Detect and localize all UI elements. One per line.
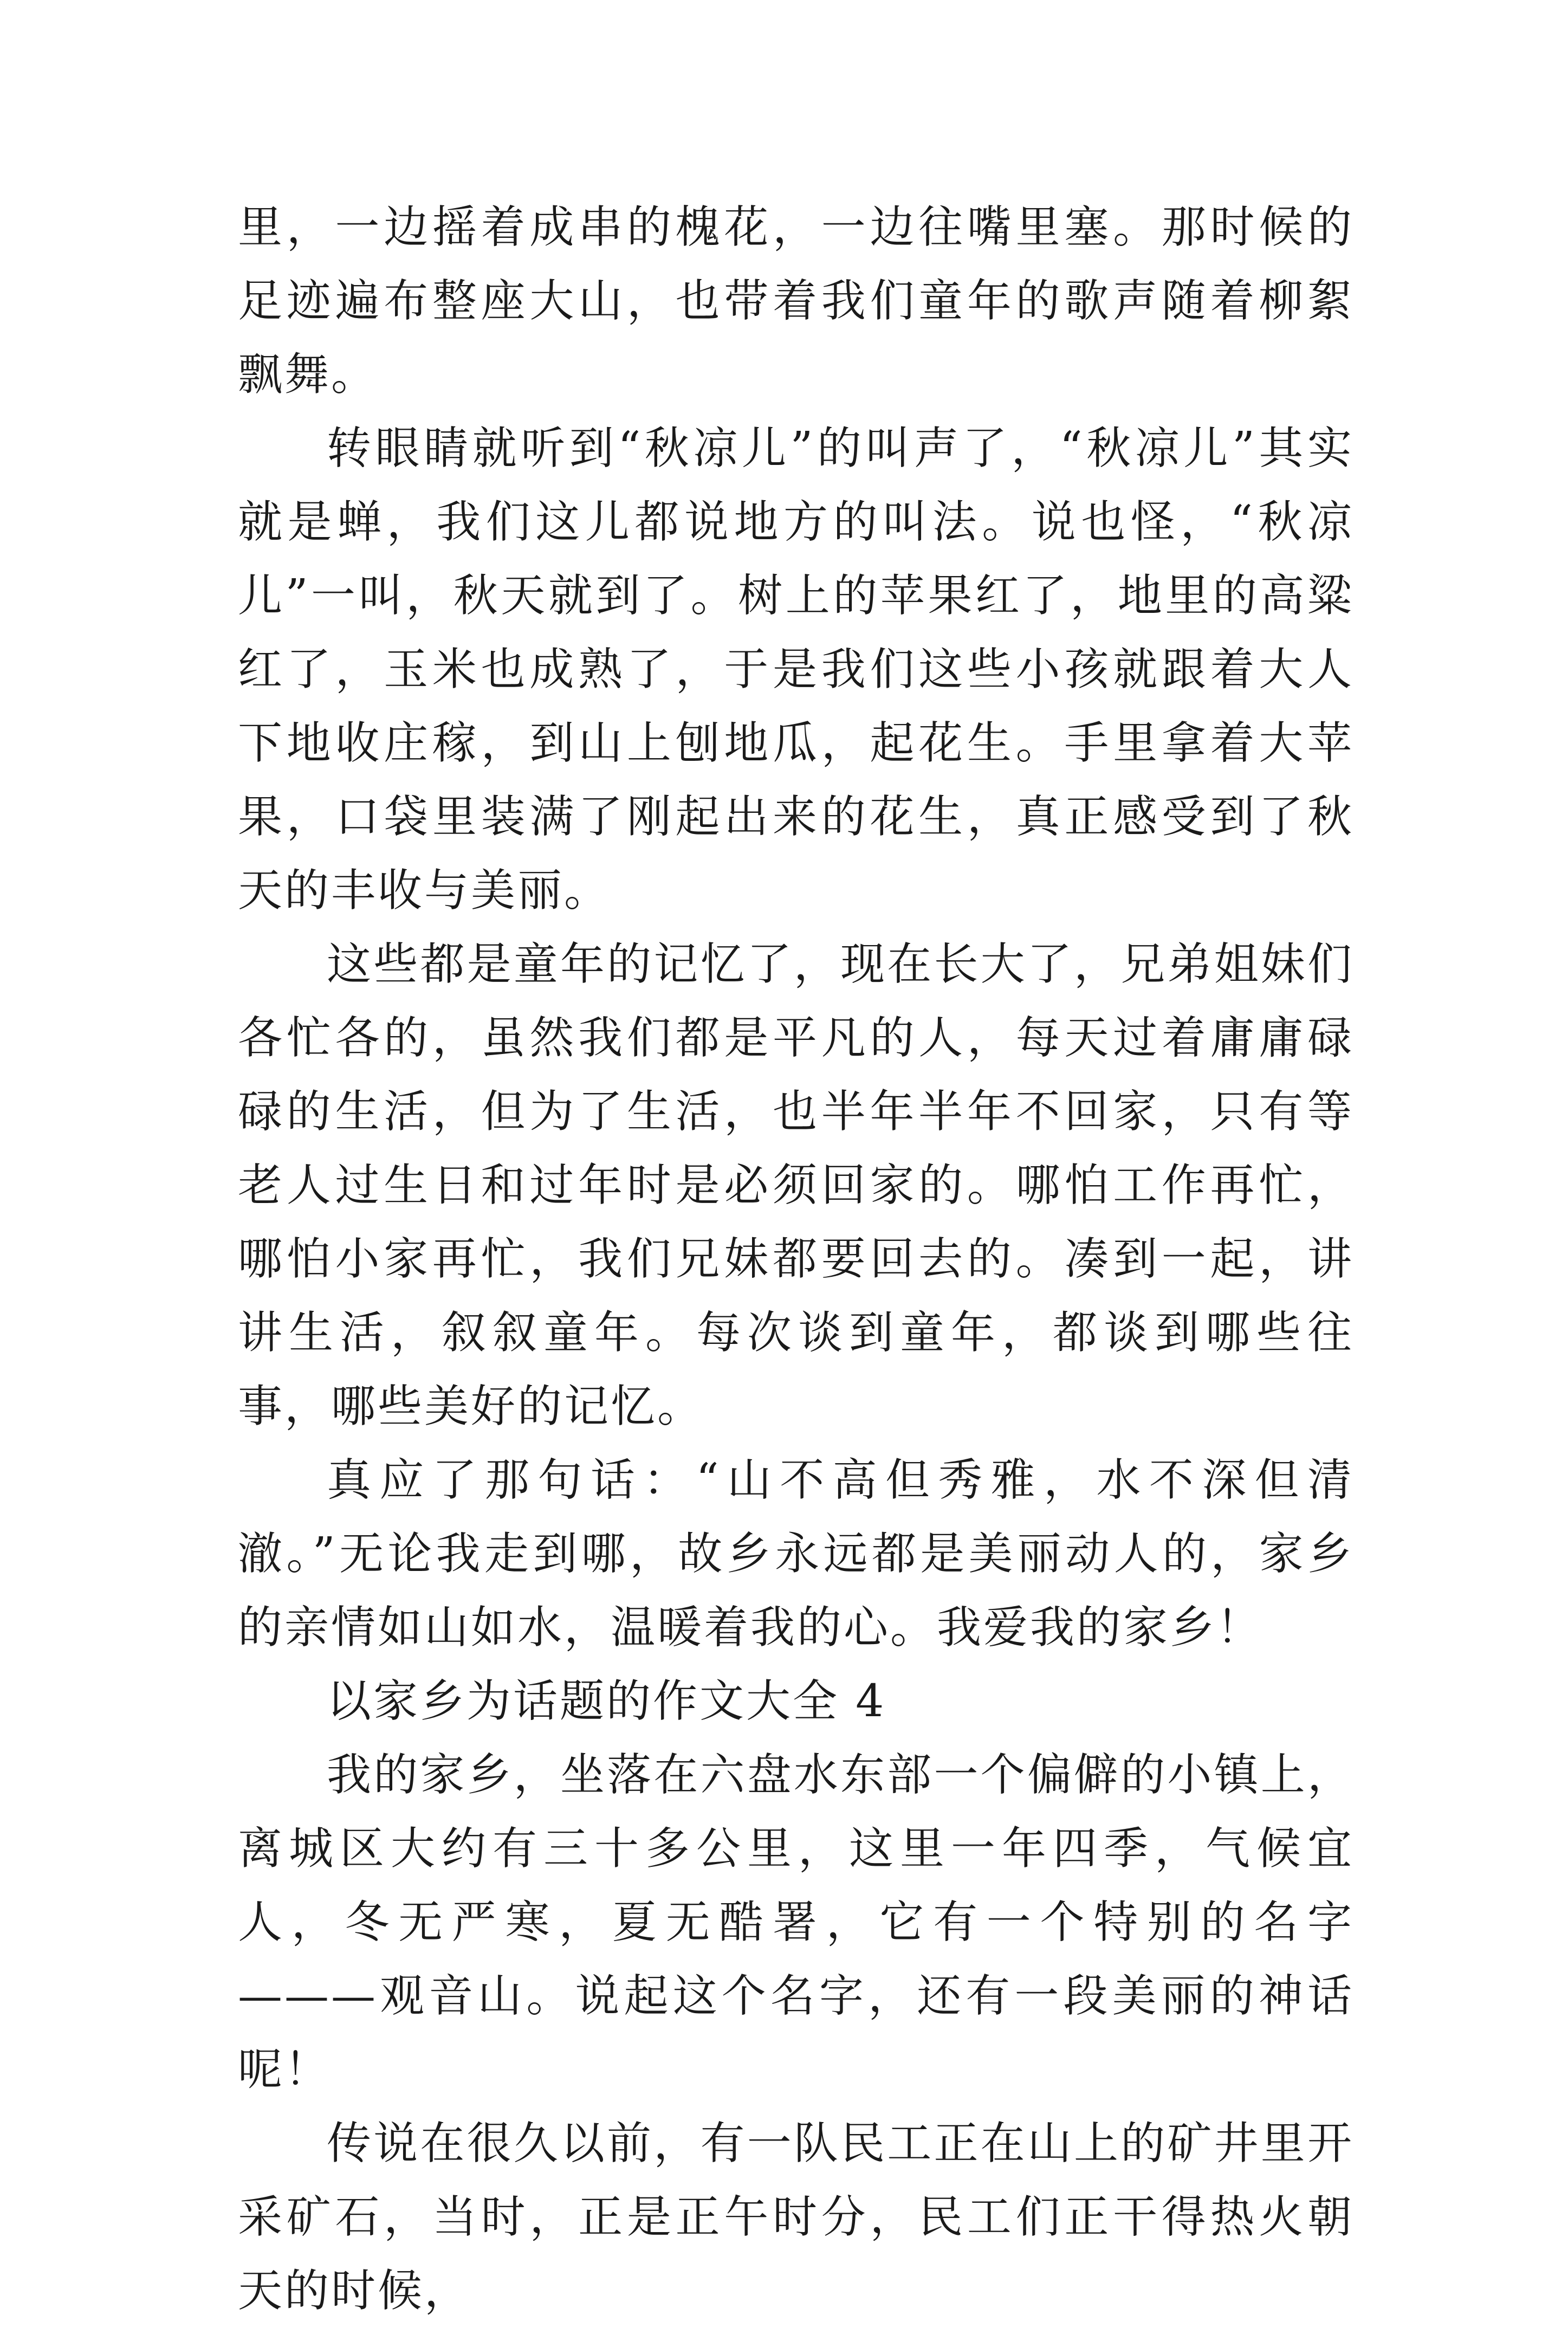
paragraph-2: 转眼睛就听到“秋凉儿”的叫声了，“秋凉儿”其实就是蝉，我们这儿都说地方的叫法。说也怪，“秋凉儿”一叫，秋天就到了。树上的苹果红了，地里的高粱红了，玉米也成熟了，于是我们这些小孩就跟着大人下地收庄稼，到山上刨地瓜，起花生。手里拿着大苹果，口袋里装满了刚起出来的花生，真正感受到了秋天的丰收与美丽。 — [238, 423, 1354, 916]
paragraph-1: 里，一边摇着成串的槐花，一边往嘴里塞。那时候的足迹遍布整座大山，也带着我们童年的歌声随着柳絮飘舞。 — [238, 202, 1354, 400]
paragraph-5: 我的家乡，坐落在六盘水东部一个偏僻的小镇上，离城区大约有三十多公里，这里一年四季，气候宜人，冬无严寒，夏无酷署，它有一个特别的名字———观音山。说起这个名字，还有一段美丽的神话呢！ — [238, 1749, 1354, 2096]
paragraph-3: 这些都是童年的记忆了，现在长大了，兄弟姐妹们各忙各的，虽然我们都是平凡的人，每天过着庸庸碌碌的生活，但为了生活，也半年半年不回家，只有等老人过生日和过年时是必须回家的。哪怕工作再忙，哪怕小家再忙，我们兄妹都要回去的。凑到一起，讲讲生活，叙叙童年。每次谈到童年，都谈到哪些往事，哪些美好的记忆。 — [238, 939, 1354, 1432]
paragraph-4: 真应了那句话：“山不高但秀雅，水不深但清澈。”无论我走到哪，故乡永远都是美丽动人的，家乡的亲情如山如水，温暖着我的心。我爱我的家乡！ — [238, 1454, 1354, 1653]
section-heading: 以家乡为话题的作文大全 4 — [327, 1676, 886, 1727]
paragraph-6: 传说在很久以前，有一队民工正在山上的矿井里开采矿石，当时，正是正午时分，民工们正干得热火朝天的时候， — [238, 2118, 1354, 2317]
document-body — [238, 191, 1354, 2328]
